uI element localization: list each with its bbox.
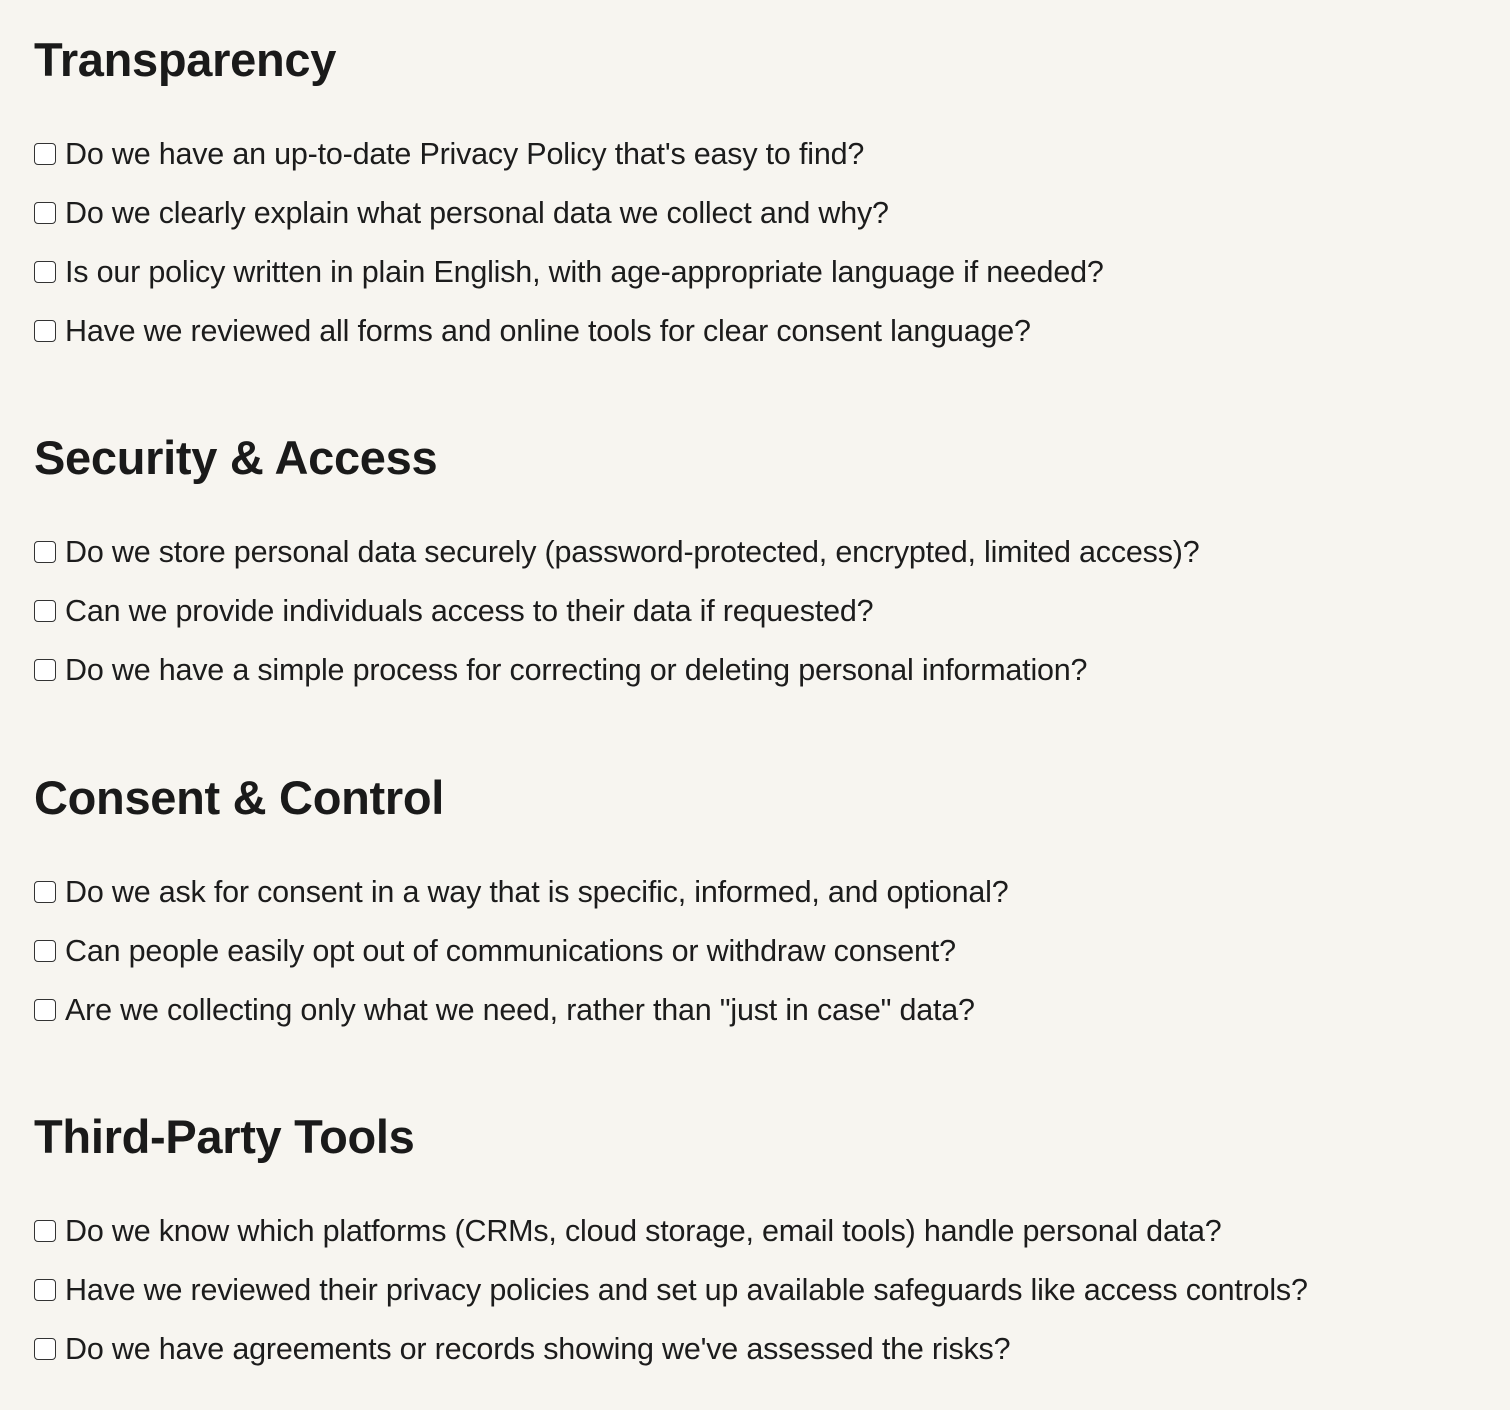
- checklist-item-label[interactable]: Have we reviewed their privacy policies and set up available safeguards like access controls?: [65, 1273, 1308, 1307]
- checklist-item[interactable]: [34, 311, 1474, 351]
- checkbox[interactable]: [34, 1279, 56, 1301]
- section-security-access: [34, 430, 1474, 687]
- section-title: Third-Party Tools: [34, 1110, 415, 1163]
- checkbox[interactable]: [34, 202, 56, 224]
- checklist-item[interactable]: [34, 931, 1474, 971]
- checklist-item-label[interactable]: Can people easily opt out of communications or withdraw consent?: [65, 934, 956, 968]
- section-transparency: [34, 32, 1474, 348]
- checklist-item-label[interactable]: Do we ask for consent in a way that is specific, informed, and optional?: [65, 875, 1009, 909]
- checklist-item[interactable]: [34, 532, 1474, 572]
- section-title: Consent & Control: [34, 771, 445, 824]
- checkbox[interactable]: [34, 659, 56, 681]
- checkbox[interactable]: [34, 1220, 56, 1242]
- checklist-item[interactable]: [34, 990, 1474, 1030]
- checklist: [34, 1211, 1474, 1369]
- checklist-item[interactable]: [34, 1329, 1474, 1369]
- checklist-item-label[interactable]: Is our policy written in plain English, with age-appropriate language if needed?: [65, 255, 1104, 289]
- checklist-item-label[interactable]: Do we know which platforms (CRMs, cloud storage, email tools) handle personal data?: [65, 1214, 1222, 1248]
- checkbox[interactable]: [34, 1338, 56, 1360]
- checkbox[interactable]: [34, 541, 56, 563]
- checkbox[interactable]: [34, 999, 56, 1021]
- checklist-item-label[interactable]: Do we have a simple process for correcting or deleting personal information?: [65, 653, 1088, 687]
- checklist-item[interactable]: [34, 872, 1474, 912]
- section-title: Transparency: [34, 33, 337, 86]
- section-third-party-tools: [34, 1109, 1474, 1366]
- checklist-item[interactable]: [34, 1211, 1474, 1251]
- checklist-item[interactable]: [34, 252, 1474, 292]
- checklist-item[interactable]: [34, 591, 1474, 631]
- checklist-item-label[interactable]: Do we have an up-to-date Privacy Policy that's easy to find?: [65, 137, 865, 171]
- checkbox[interactable]: [34, 143, 56, 165]
- checklist-item[interactable]: [34, 650, 1474, 690]
- checklist-item[interactable]: [34, 1270, 1474, 1310]
- checklist-item[interactable]: [34, 134, 1474, 174]
- checklist: [34, 134, 1474, 351]
- checkbox[interactable]: [34, 940, 56, 962]
- checkbox[interactable]: [34, 881, 56, 903]
- checklist: [34, 872, 1474, 1030]
- checklist-item-label[interactable]: Are we collecting only what we need, rather than "just in case" data?: [65, 993, 975, 1027]
- checklist-item-label[interactable]: Do we store personal data securely (password-protected, encrypted, limited access)?: [65, 535, 1200, 569]
- section-title: Security & Access: [34, 431, 438, 484]
- checkbox[interactable]: [34, 261, 56, 283]
- section-consent-control: [34, 770, 1474, 1027]
- checklist-item-label[interactable]: Can we provide individuals access to their data if requested?: [65, 594, 874, 628]
- checkbox[interactable]: [34, 600, 56, 622]
- checklist: [34, 532, 1474, 690]
- checklist-item[interactable]: [34, 193, 1474, 233]
- checklist-item-label[interactable]: Do we have agreements or records showing we've assessed the risks?: [65, 1332, 1011, 1366]
- checklist-item-label[interactable]: Do we clearly explain what personal data we collect and why?: [65, 196, 889, 230]
- checkbox[interactable]: [34, 320, 56, 342]
- checklist-item-label[interactable]: Have we reviewed all forms and online tools for clear consent language?: [65, 314, 1031, 348]
